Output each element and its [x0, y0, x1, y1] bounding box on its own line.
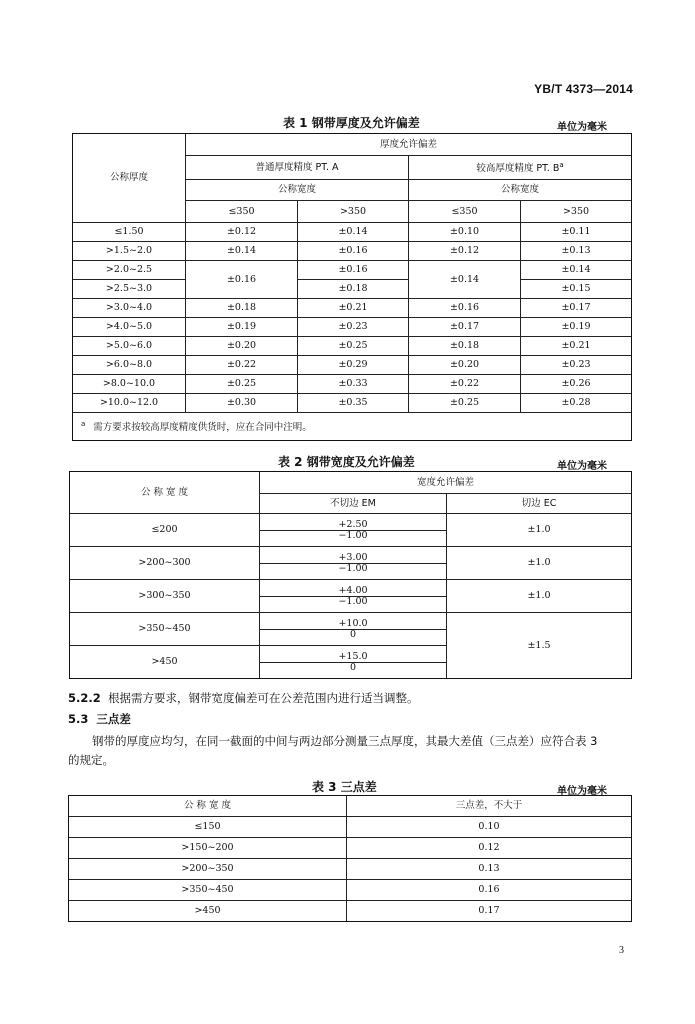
table3: [68, 795, 632, 922]
t1-cell: ±0.21: [298, 299, 409, 318]
t1-cell: ±0.22: [409, 375, 521, 394]
t3-width: >350~450: [69, 880, 347, 901]
t1-cell: ±0.18: [409, 337, 521, 356]
t2-header-width: 公 称 宽 度: [70, 472, 260, 514]
t1-cell: ±0.26: [521, 375, 632, 394]
t1-cell: ±0.12: [409, 242, 521, 261]
table-row: [73, 337, 632, 356]
t1-cell: ±0.23: [521, 356, 632, 375]
t3-diff: 0.17: [347, 901, 632, 922]
table-row: [73, 242, 632, 261]
t1-cell: ±0.17: [521, 299, 632, 318]
table-row: [69, 880, 632, 901]
t2-header-ec: 切边 EC: [447, 494, 632, 514]
t1-cell: ±0.22: [186, 356, 298, 375]
clause-5-3-heading: 5.3 三点差: [68, 712, 131, 726]
t1-thickness: >10.0~12.0: [73, 394, 186, 413]
t1-cell: ±0.12: [186, 223, 298, 242]
clause-5-3-paragraph-line2: 的规定。: [68, 753, 114, 767]
table-row: [69, 817, 632, 838]
t1-cell: ±0.15: [521, 280, 632, 299]
table-row: [69, 859, 632, 880]
t2-em-cell: [260, 580, 447, 613]
page-number: 3: [619, 945, 624, 956]
t2-ec-cell: ±1.0: [447, 547, 632, 580]
t1-cell: ±0.21: [521, 337, 632, 356]
clause-5-2-2: 5.2.2 根据需方要求，钢带宽度偏差可在公差范围内进行适当调整。: [68, 691, 419, 705]
t2-lower: −1.00: [338, 562, 368, 574]
t3-header-width: 公 称 宽 度: [69, 796, 347, 817]
t1-thickness: >1.5~2.0: [73, 242, 186, 261]
t3-width: >150~200: [69, 838, 347, 859]
table3-caption: 表 3 三点差: [312, 780, 377, 794]
t1-cell: ±0.25: [186, 375, 298, 394]
t1-cell: ±0.25: [298, 337, 409, 356]
t1-cell: ±0.16: [409, 299, 521, 318]
t2-lower: −1.00: [338, 529, 368, 541]
t1-cell: ±0.19: [186, 318, 298, 337]
t1-footnote: $^a$ 需方要求按较高厚度精度供货时，应在合同中注明。: [73, 413, 632, 441]
t2-width: ≤200: [70, 514, 260, 547]
t2-width: >350~450: [70, 613, 260, 646]
t3-header-diff: 三点差，不大于: [347, 796, 632, 817]
t2-upper: +3.00: [260, 553, 446, 564]
t2-upper: +10.0: [260, 619, 446, 630]
t2-upper: +4.00: [260, 586, 446, 597]
t1-cell: ±0.35: [298, 394, 409, 413]
t2-em-cell: [260, 547, 447, 580]
t1-w-le350-a: ≤350: [186, 201, 298, 223]
t2-width: >300~350: [70, 580, 260, 613]
t1-thickness: ≤1.50: [73, 223, 186, 242]
t1-cell: ±0.13: [521, 242, 632, 261]
t2-lower: 0: [349, 661, 357, 673]
t1-header-nominal: 公称厚度: [73, 134, 186, 223]
t1-cell: ±0.20: [409, 356, 521, 375]
t1-precision-a: 普通厚度精度 PT. A: [186, 156, 409, 180]
t1-thickness: >3.0~4.0: [73, 299, 186, 318]
t1-cell: ±0.33: [298, 375, 409, 394]
table-row: [73, 356, 632, 375]
t1-cell: ±0.14: [298, 223, 409, 242]
t1-cell: ±0.18: [186, 299, 298, 318]
t1-width-label-b: 公称宽度: [409, 180, 632, 201]
t1-header-tolerance: 厚度允许偏差: [186, 134, 632, 156]
t2-upper: +15.0: [260, 652, 446, 663]
t1-cell: ±0.28: [521, 394, 632, 413]
t1-cell: ±0.23: [298, 318, 409, 337]
t3-diff: 0.16: [347, 880, 632, 901]
t2-ec-cell: ±1.5: [447, 613, 632, 679]
table3-unit: 单位为毫米: [557, 786, 607, 797]
t2-header-tolerance: 宽度允许偏差: [260, 472, 632, 494]
t1-cell: ±0.17: [409, 318, 521, 337]
t1-cell: ±0.29: [298, 356, 409, 375]
t2-lower: −1.00: [338, 595, 368, 607]
table-row: [70, 547, 632, 580]
table-row: [73, 375, 632, 394]
table-row: [73, 223, 632, 242]
table-row: [69, 901, 632, 922]
document-code: YB/T 4373—2014: [534, 82, 633, 96]
t1-cell: ±0.18: [298, 280, 409, 299]
t2-em-cell: [260, 646, 447, 679]
table-row: [73, 299, 632, 318]
t3-width: >450: [69, 901, 347, 922]
t1-cell: ±0.16: [186, 261, 298, 299]
t3-diff: 0.12: [347, 838, 632, 859]
t1-thickness: >8.0~10.0: [73, 375, 186, 394]
table-row: [73, 394, 632, 413]
t2-upper: +2.50: [260, 520, 446, 531]
t1-cell: ±0.14: [409, 261, 521, 299]
t1-cell: ±0.30: [186, 394, 298, 413]
t1-cell: ±0.14: [521, 261, 632, 280]
t2-em-cell: [260, 613, 447, 646]
t1-thickness: >2.0~2.5: [73, 261, 186, 280]
table-row: [73, 318, 632, 337]
t1-width-label-a: 公称宽度: [186, 180, 409, 201]
t1-w-gt350-a: >350: [298, 201, 409, 223]
t3-diff: 0.13: [347, 859, 632, 880]
t1-cell: ±0.10: [409, 223, 521, 242]
t1-precision-b: 较高厚度精度 PT. $B^a$: [409, 156, 632, 180]
table1: [72, 133, 632, 441]
t2-em-cell: [260, 514, 447, 547]
table-row: [73, 261, 632, 280]
t1-cell: ±0.11: [521, 223, 632, 242]
t1-cell: ±0.14: [186, 242, 298, 261]
t3-diff: 0.10: [347, 817, 632, 838]
table-row: [73, 280, 632, 299]
table1-caption: 表 1 钢带厚度及允许偏差: [283, 116, 420, 130]
table-row: [70, 613, 632, 646]
t2-ec-cell: ±1.0: [447, 580, 632, 613]
t2-width: >450: [70, 646, 260, 679]
table2-caption: 表 2 钢带宽度及允许偏差: [278, 455, 415, 469]
t1-cell: ±0.16: [298, 242, 409, 261]
t3-width: ≤150: [69, 817, 347, 838]
t2-ec-cell: ±1.0: [447, 514, 632, 547]
table2-unit: 单位为毫米: [557, 461, 607, 472]
t3-width: >200~350: [69, 859, 347, 880]
t1-thickness: >6.0~8.0: [73, 356, 186, 375]
t1-w-le350-b: ≤350: [409, 201, 521, 223]
t2-lower: 0: [349, 628, 357, 640]
t1-cell: ±0.20: [186, 337, 298, 356]
t1-thickness: >2.5~3.0: [73, 280, 186, 299]
t1-thickness: >5.0~6.0: [73, 337, 186, 356]
table-row: [70, 580, 632, 613]
t1-cell: ±0.16: [298, 261, 409, 280]
table-row: [70, 514, 632, 547]
t2-header-em: 不切边 EM: [260, 494, 447, 514]
t1-thickness: >4.0~5.0: [73, 318, 186, 337]
t1-w-gt350-b: >350: [521, 201, 632, 223]
table-row: [69, 838, 632, 859]
t1-cell: ±0.25: [409, 394, 521, 413]
t2-width: >200~300: [70, 547, 260, 580]
table1-unit: 单位为毫米: [557, 122, 607, 133]
clause-5-3-paragraph-line1: 钢带的厚度应均匀，在同一截面的中间与两边部分测量三点厚度，其最大差值（三点差）应符合表 3: [92, 734, 598, 748]
table2: [69, 471, 632, 679]
t1-cell: ±0.19: [521, 318, 632, 337]
